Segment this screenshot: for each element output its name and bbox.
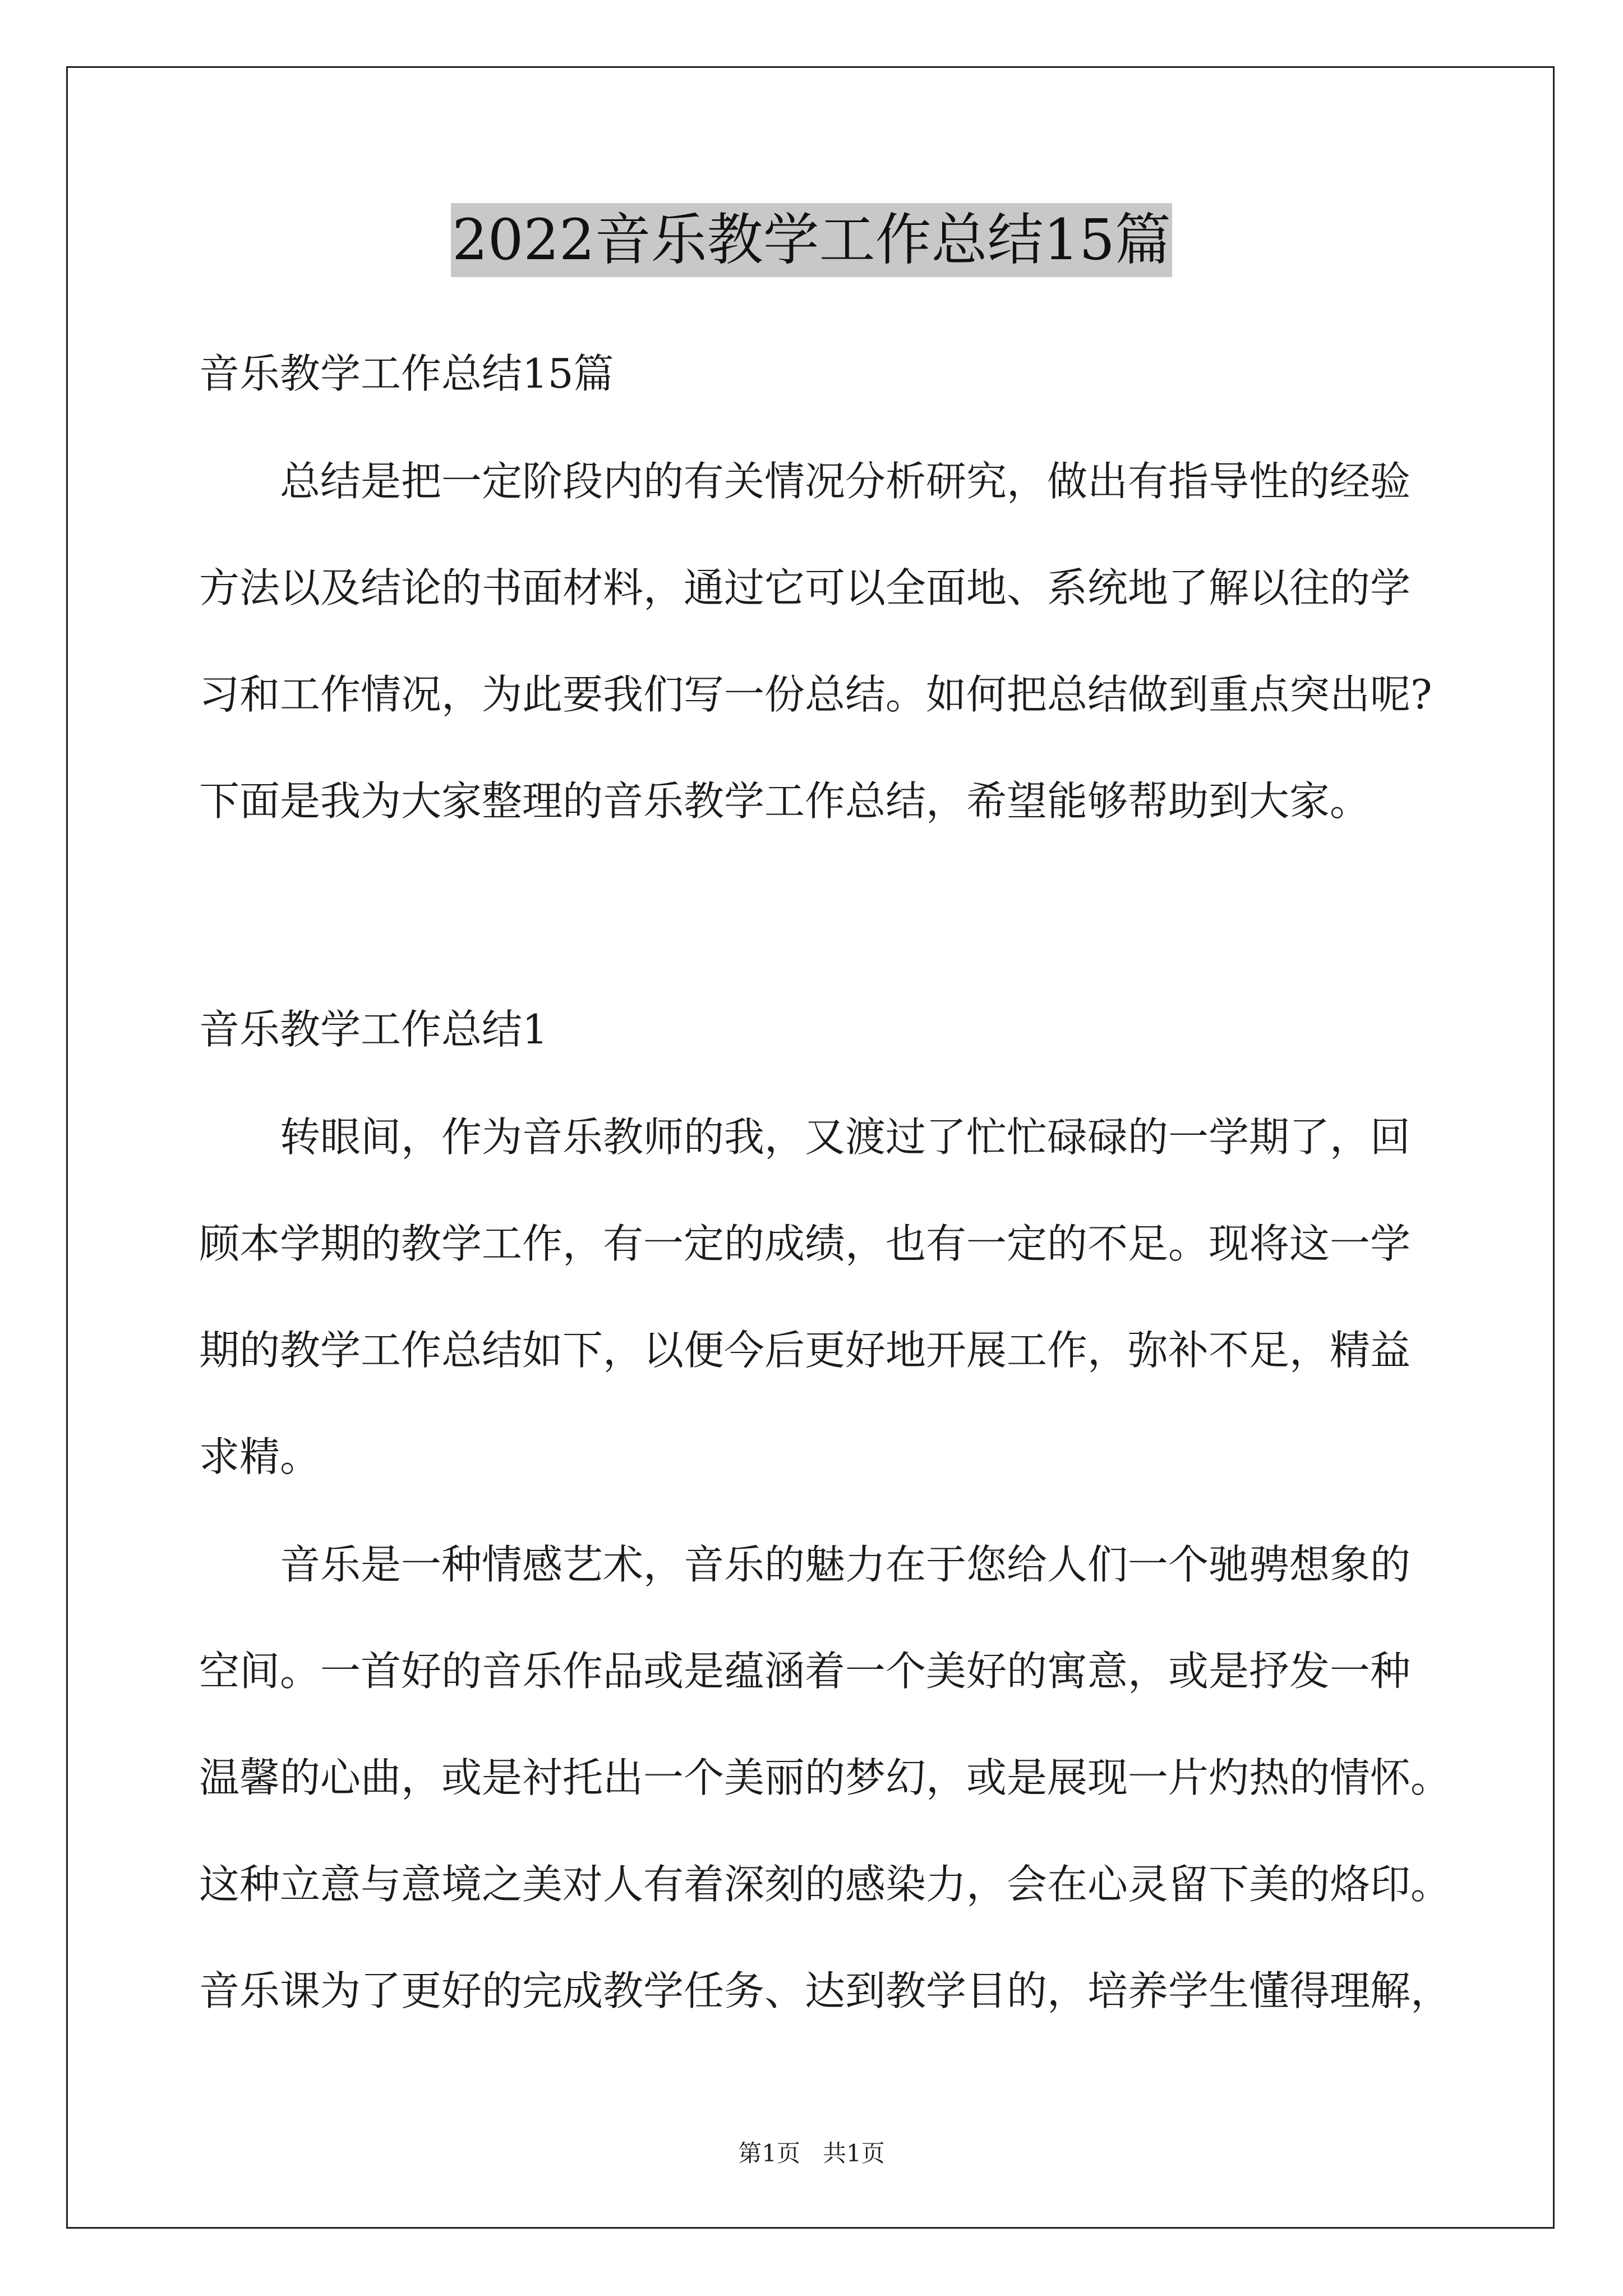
para2-line-2: 空间。一首好的音乐作品或是蕴涵着一个美好的寓意，或是抒发一种 (199, 1648, 1411, 1695)
intro-line-4: 下面是我为大家整理的音乐教学工作总结，希望能够帮助到大家。 (199, 777, 1371, 825)
para1-line-2: 顾本学期的教学工作，有一定的成绩，也有一定的不足。现将这一学 (199, 1220, 1411, 1267)
intro-line-1: 总结是把一定阶段内的有关情况分析研究，做出有指导性的经验 (280, 458, 1411, 505)
title-block (0, 203, 1623, 277)
intro-line-2: 方法以及结论的书面材料，通过它可以全面地、系统地了解以往的学 (199, 564, 1411, 611)
para1-line-1: 转眼间，作为音乐教师的我，又渡过了忙忙碌碌的一学期了，回 (280, 1114, 1411, 1161)
para2-line-1: 音乐是一种情感艺术，音乐的魅力在于您给人们一个驰骋想象的 (280, 1541, 1411, 1588)
para2-line-3: 温馨的心曲，或是衬托出一个美丽的梦幻，或是展现一片灼热的情怀。 (199, 1754, 1451, 1801)
para1-line-4: 求精。 (199, 1433, 321, 1480)
document-body (199, 309, 1451, 2014)
para2-line-5: 音乐课为了更好的完成教学任务、达到教学目的，培养学生懂得理解， (199, 1967, 1451, 2014)
document-subtitle: 音乐教学工作总结15篇 (199, 350, 614, 397)
section-heading: 音乐教学工作总结1 (199, 1006, 548, 1053)
page-footer: 第1页 共1页 (738, 2139, 885, 2167)
document-title: 2022音乐教学工作总结15篇 (451, 203, 1172, 277)
para1-line-3: 期的教学工作总结如下，以便今后更好地开展工作，弥补不足，精益 (199, 1327, 1411, 1374)
para2-line-4: 这种立意与意境之美对人有着深刻的感染力，会在心灵留下美的烙印。 (199, 1861, 1451, 1908)
intro-line-3: 习和工作情况，为此要我们写一份总结。如何把总结做到重点突出呢? (199, 671, 1432, 718)
